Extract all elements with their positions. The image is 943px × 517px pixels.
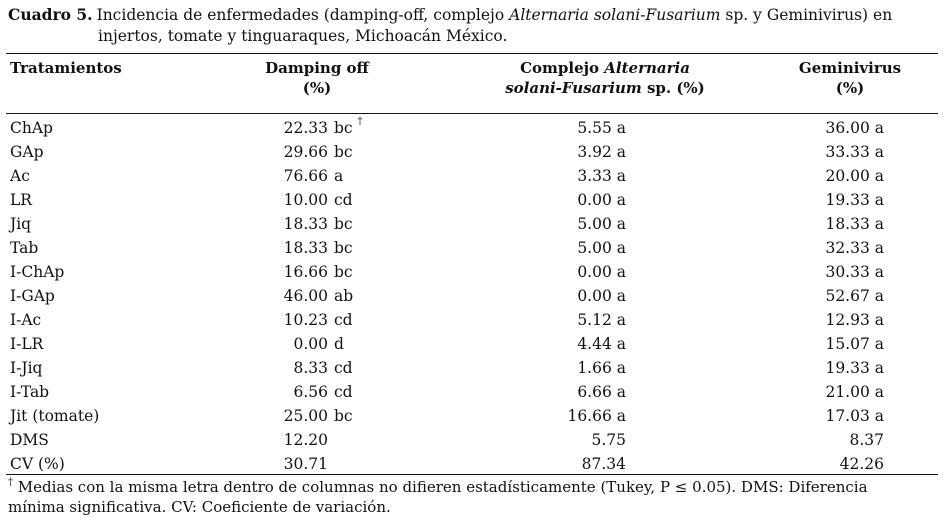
cell-geminivirus: 36.00 a bbox=[825, 119, 884, 137]
table-footnote bbox=[8, 477, 938, 517]
cell-complejo: 5.75 bbox=[591, 431, 626, 449]
caption-text-2: sp. y Geminivirus) en bbox=[720, 6, 893, 24]
cell-complejo: 5.12 a bbox=[577, 311, 626, 329]
caption-text-1: Incidencia de enfermedades (damping-off, complejo bbox=[96, 6, 510, 24]
cell-geminivirus: 19.33 a bbox=[825, 359, 884, 377]
cell-complejo: 0.00 a bbox=[577, 287, 626, 305]
cell-complejo: 0.00 a bbox=[577, 191, 626, 209]
cell-geminivirus: 52.67 a bbox=[825, 287, 884, 305]
footnote-line-2: mínima significativa. CV: Coeficiente de variación. bbox=[8, 498, 391, 516]
header-tratamientos: Tratamientos bbox=[10, 59, 122, 77]
table-header-rule bbox=[6, 113, 938, 114]
cell-damping-value: 10.23 bbox=[283, 311, 328, 329]
table-row bbox=[0, 140, 943, 164]
header-damping-line1: Damping off bbox=[265, 59, 369, 77]
header-geminivirus bbox=[770, 58, 930, 98]
table-row bbox=[0, 164, 943, 188]
cell-damping-value: 0.00 bbox=[293, 335, 328, 353]
cell-damping-letter: cd bbox=[334, 191, 353, 209]
cell-complejo: 5.00 a bbox=[577, 239, 626, 257]
cell-geminivirus: 17.03 a bbox=[825, 407, 884, 425]
table-row bbox=[0, 284, 943, 308]
cell-damping-value: 12.20 bbox=[283, 431, 328, 449]
cell-damping-value: 8.33 bbox=[293, 359, 328, 377]
cell-damping-value: 29.66 bbox=[283, 143, 328, 161]
cell-damping-letter: cd bbox=[334, 383, 353, 401]
cell-tratamiento: I-ChAp bbox=[10, 263, 65, 281]
cell-geminivirus: 30.33 a bbox=[825, 263, 884, 281]
footnote-text-1: Medias con la misma letra dentro de columnas no difieren estadísticamente (Tukey, P ≤ 0.05). DMS: Diferencia bbox=[13, 478, 868, 496]
cell-tratamiento: I-GAp bbox=[10, 287, 55, 305]
cell-damping-value: 76.66 bbox=[283, 167, 328, 185]
table-body bbox=[0, 116, 943, 476]
footnote-line-1 bbox=[8, 477, 938, 497]
table-row bbox=[0, 116, 943, 140]
cell-damping-letter: a bbox=[334, 167, 344, 185]
header-complejo-line2 bbox=[470, 78, 740, 98]
cell-tratamiento: Jiq bbox=[10, 215, 32, 233]
cell-damping-value: 30.71 bbox=[283, 455, 328, 473]
table-row bbox=[0, 380, 943, 404]
header-complejo-italic-1: Alternaria bbox=[604, 59, 690, 77]
cell-damping-letter: bc bbox=[334, 215, 353, 233]
table-bottom-rule bbox=[6, 474, 938, 475]
table-row bbox=[0, 260, 943, 284]
cell-damping-letter: bc bbox=[334, 143, 353, 161]
cell-complejo: 16.66 a bbox=[567, 407, 626, 425]
cell-complejo: 3.92 a bbox=[577, 143, 626, 161]
table-top-rule bbox=[6, 53, 938, 54]
footnote-dagger: † bbox=[357, 116, 363, 127]
cell-damping-letter: bc bbox=[334, 239, 353, 257]
cell-tratamiento: DMS bbox=[10, 431, 49, 449]
table-row-cv bbox=[0, 452, 943, 476]
damping-letter: bc bbox=[334, 119, 353, 137]
caption-text-italic: Alternaria solani-Fusarium bbox=[509, 6, 721, 24]
cell-geminivirus: 32.33 a bbox=[825, 239, 884, 257]
cell-damping-letter: bc bbox=[334, 407, 353, 425]
cell-geminivirus: 18.33 a bbox=[825, 215, 884, 233]
cell-damping-value: 16.66 bbox=[283, 263, 328, 281]
cell-damping-value: 18.33 bbox=[283, 215, 328, 233]
table-row bbox=[0, 308, 943, 332]
cell-damping-letter: bc bbox=[334, 263, 353, 281]
cell-complejo: 0.00 a bbox=[577, 263, 626, 281]
cell-damping-letter: cd bbox=[334, 359, 353, 377]
cell-damping-letter: ab bbox=[334, 287, 354, 305]
cell-complejo: 6.66 a bbox=[577, 383, 626, 401]
header-gemini-line1: Geminivirus bbox=[798, 59, 902, 77]
table-row bbox=[0, 236, 943, 260]
header-complejo-plain-1: Complejo bbox=[520, 59, 605, 77]
header-complejo-italic-2: solani-Fusarium bbox=[505, 79, 642, 97]
table-row bbox=[0, 356, 943, 380]
cell-tratamiento: CV (%) bbox=[10, 455, 65, 473]
cell-damping-value: 22.33 bbox=[283, 119, 328, 137]
cell-damping-value: 6.56 bbox=[293, 383, 328, 401]
cell-complejo: 1.66 a bbox=[577, 359, 626, 377]
cell-damping-letter bbox=[334, 116, 363, 140]
header-damping-off bbox=[232, 58, 402, 98]
table-row bbox=[0, 212, 943, 236]
cell-damping-letter: cd bbox=[334, 311, 353, 329]
cell-geminivirus: 20.00 a bbox=[825, 167, 884, 185]
cell-tratamiento: LR bbox=[10, 191, 32, 209]
cell-tratamiento: Ac bbox=[10, 167, 30, 185]
table-row bbox=[0, 188, 943, 212]
cell-geminivirus: 33.33 a bbox=[825, 143, 884, 161]
cell-complejo: 5.55 a bbox=[577, 119, 626, 137]
cell-tratamiento: I-Jiq bbox=[10, 359, 43, 377]
cell-complejo: 5.00 a bbox=[577, 215, 626, 233]
cell-damping-value: 25.00 bbox=[283, 407, 328, 425]
cell-tratamiento: GAp bbox=[10, 143, 44, 161]
table-row-dms bbox=[0, 428, 943, 452]
cell-damping-value: 10.00 bbox=[283, 191, 328, 209]
cell-complejo: 3.33 a bbox=[577, 167, 626, 185]
table-caption bbox=[8, 4, 938, 47]
cell-tratamiento: Jit (tomate) bbox=[10, 407, 100, 425]
cell-tratamiento: I-LR bbox=[10, 335, 44, 353]
cell-geminivirus: 19.33 a bbox=[825, 191, 884, 209]
cell-damping-value: 46.00 bbox=[283, 287, 328, 305]
header-complejo-plain-2: sp. (%) bbox=[641, 79, 705, 97]
caption-label: Cuadro 5. bbox=[8, 5, 93, 24]
cell-geminivirus: 8.37 bbox=[849, 431, 884, 449]
caption-line-1 bbox=[8, 4, 938, 26]
table-row bbox=[0, 404, 943, 428]
header-complejo-line1 bbox=[470, 58, 740, 78]
cell-damping-letter: d bbox=[334, 335, 344, 353]
cell-tratamiento: ChAp bbox=[10, 119, 53, 137]
cell-geminivirus: 21.00 a bbox=[825, 383, 884, 401]
cell-tratamiento: I-Ac bbox=[10, 311, 42, 329]
caption-line-2: injertos, tomate y tinguaraques, Michoacán México. bbox=[98, 27, 508, 45]
cell-complejo: 4.44 a bbox=[577, 335, 626, 353]
cell-geminivirus: 42.26 bbox=[839, 455, 884, 473]
table-row bbox=[0, 332, 943, 356]
header-complejo bbox=[470, 58, 740, 98]
footnote-mark: † bbox=[8, 477, 13, 488]
cell-geminivirus: 12.93 a bbox=[825, 311, 884, 329]
cell-tratamiento: I-Tab bbox=[10, 383, 50, 401]
cell-geminivirus: 15.07 a bbox=[825, 335, 884, 353]
header-gemini-line2: (%) bbox=[835, 79, 865, 97]
cell-tratamiento: Tab bbox=[10, 239, 39, 257]
cell-damping-value: 18.33 bbox=[283, 239, 328, 257]
header-damping-line2: (%) bbox=[302, 79, 332, 97]
cell-complejo: 87.34 bbox=[581, 455, 626, 473]
